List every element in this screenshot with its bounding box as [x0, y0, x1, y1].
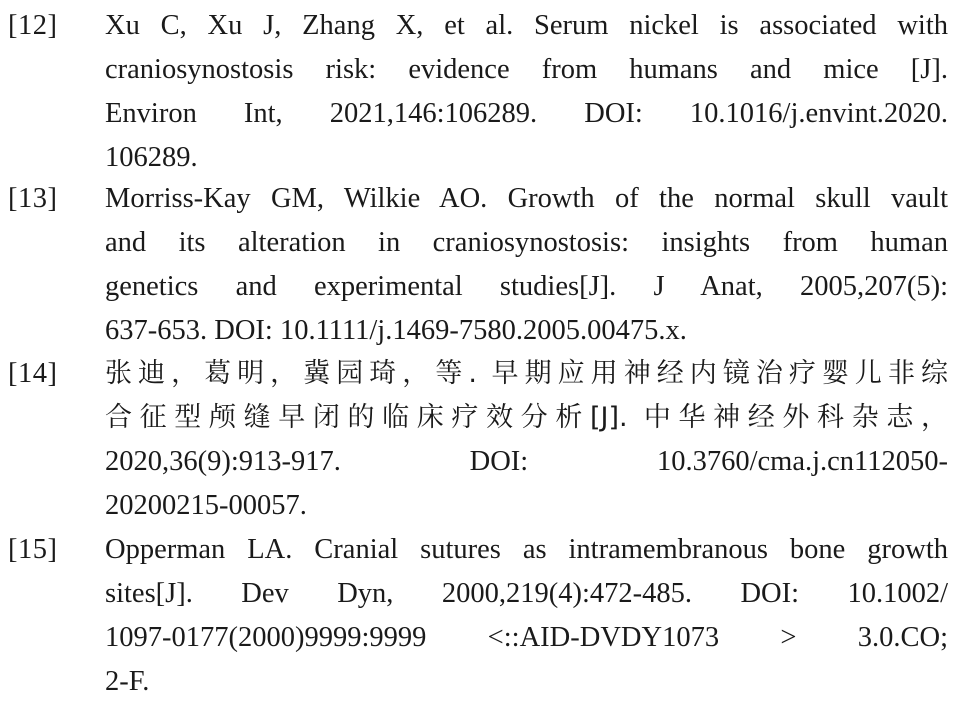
reference-text-line: and its alteration in craniosynostosis: insights from human: [105, 227, 948, 258]
reference-text-line: Opperman LA. Cranial sutures as intramembranous bone growth: [105, 534, 948, 565]
reference-text-line: craniosynostosis risk: evidence from humans and mice [J].: [105, 54, 948, 85]
reference-text-line: 20200215-00057.: [105, 490, 307, 521]
reference-number: [13]: [8, 183, 58, 214]
reference-text-line: 2-F.: [105, 666, 150, 697]
reference-number: [12]: [8, 10, 58, 41]
reference-text-line: 1097-0177(2000)9999:9999 <::AID-DVDY1073 > 3.0.CO;: [105, 622, 948, 653]
reference-text-line: 2020,36(9):913-917. DOI: 10.3760/cma.j.cn112050-: [105, 446, 948, 477]
reference-text-line: 106289.: [105, 142, 198, 173]
reference-text-line: sites[J]. Dev Dyn, 2000,219(4):472-485. DOI: 10.1002/: [105, 578, 948, 609]
reference-text-line: Morriss-Kay GM, Wilkie AO. Growth of the normal skull vault: [105, 183, 948, 214]
reference-number: [14]: [8, 358, 58, 389]
reference-text-line: 637-653. DOI: 10.1111/j.1469-7580.2005.00475.x.: [105, 315, 687, 346]
reference-text-line: Xu C, Xu J, Zhang X, et al. Serum nickel is associated with: [105, 10, 948, 41]
reference-text-line: Environ Int, 2021,146:106289. DOI: 10.1016/j.envint.2020.: [105, 98, 948, 129]
reference-text-line: 张迪，葛明，冀园琦，等. 早期应用神经内镜治疗婴儿非综: [105, 358, 948, 389]
reference-number: [15]: [8, 534, 58, 565]
reference-text-line: genetics and experimental studies[J]. J Anat, 2005,207(5):: [105, 271, 948, 302]
reference-text-line: 合征型颅缝早闭的临床疗效分析[J]. 中华神经外科杂志，: [105, 402, 948, 433]
